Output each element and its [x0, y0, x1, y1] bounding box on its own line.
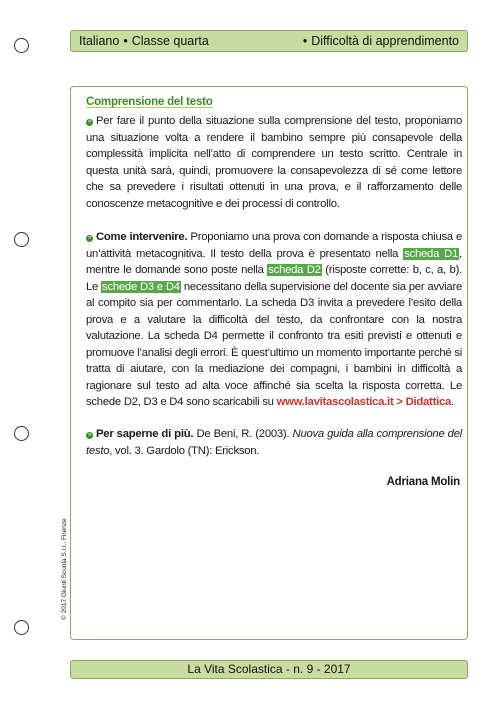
header-grade: Classe quarta — [131, 34, 209, 48]
paragraph-references-text-2: , vol. 3. Gardolo (TN): Erickson. — [109, 444, 260, 457]
reference-book-title: Nuova guida alla comprensione del testo — [86, 428, 463, 457]
paragraph-references-lead: Per saperne di più. — [96, 428, 194, 440]
paragraph-how-to-text-1: Proponiamo una prova con domande a risposta chiusa e un’attività metacognitiva. Il testo della prova è presentato nella — [86, 231, 462, 260]
paragraph-intro — [86, 113, 462, 212]
header-subject: Italiano — [79, 34, 120, 48]
author-name: Adriana Molin — [386, 476, 460, 488]
paragraph-references — [86, 426, 462, 459]
highlight-scheda-d2: scheda D2 — [268, 264, 321, 276]
page-header — [70, 30, 468, 52]
paragraph-how-to-lead: Come intervenire. — [96, 231, 188, 243]
header-left — [79, 34, 209, 48]
binder-hole-3 — [14, 426, 29, 441]
page-footer: La Vita Scolastica - n. 9 - 2017 — [70, 660, 468, 679]
highlight-schede-d3-d4: schede D3 e D4 — [102, 280, 180, 293]
binder-hole-2 — [14, 232, 29, 247]
binder-hole-4 — [14, 620, 29, 635]
header-bullet: • — [302, 34, 308, 48]
bullet-icon: » — [87, 119, 92, 125]
bullet-icon: » — [87, 235, 92, 241]
paragraph-how-to-end: . — [451, 396, 454, 408]
binder-hole-1 — [14, 38, 29, 53]
paragraph-intro-text: Per fare il punto della situazione sulla comprensione del testo, proponiamo una situazione volta a rendere il bambino sempre più consapevole della complessità implicita nell’atto di comprendere un testo scritto. Centrale in questa unità sarà, quindi, promuovere la consapevolezza di sé come lettore che sa prevedere i risultati ottenuti in una prova, e il rafforzamento delle conoscenze metacognitive e dei processi di controllo. — [86, 115, 462, 210]
paragraph-how-to-text-4: necessitano della supervisione del docente sia per avviare al compito sia per commentarlo. La scheda D3 invita a prevedere l’esito della prova e a valutare la difficoltà del testo, da confrontare con la nostra valutazione. La scheda D4 permette il confronto tra esiti previsti e ottenuti e promuove l’analisi degli errori. È quest’ultimo un momento importante perché si tratta di aiutare, con la mediazione dei compagni, i bambini in difficoltà a ragionare sul testo ad alta voce affinché sia scelta la risposta corretta. Le schede D2, D3 e D4 sono scaricabili su — [86, 280, 462, 408]
highlight-scheda-d1: scheda D1 — [404, 247, 459, 260]
bullet-icon: » — [87, 432, 92, 438]
copyright-notice: © 2017 Giunti Scuola S.r.l., Firenze — [61, 518, 68, 620]
section-title: Comprensione del testo — [86, 96, 213, 108]
paragraph-how-to-text-3: (risposte corrette: b, c, a, b). Le — [86, 264, 462, 293]
paragraph-how-to-text-2: , mentre le domande sono poste nella — [86, 247, 462, 276]
header-right — [299, 34, 459, 48]
paragraph-references-text-1: De Beni, R. (2003). — [193, 428, 293, 440]
header-topic: Difficoltà di apprendimento — [311, 34, 459, 48]
header-separator: • — [123, 34, 128, 48]
paragraph-how-to — [86, 229, 462, 411]
website-link[interactable]: www.lavitascolastica.it > Didattica — [276, 396, 452, 408]
